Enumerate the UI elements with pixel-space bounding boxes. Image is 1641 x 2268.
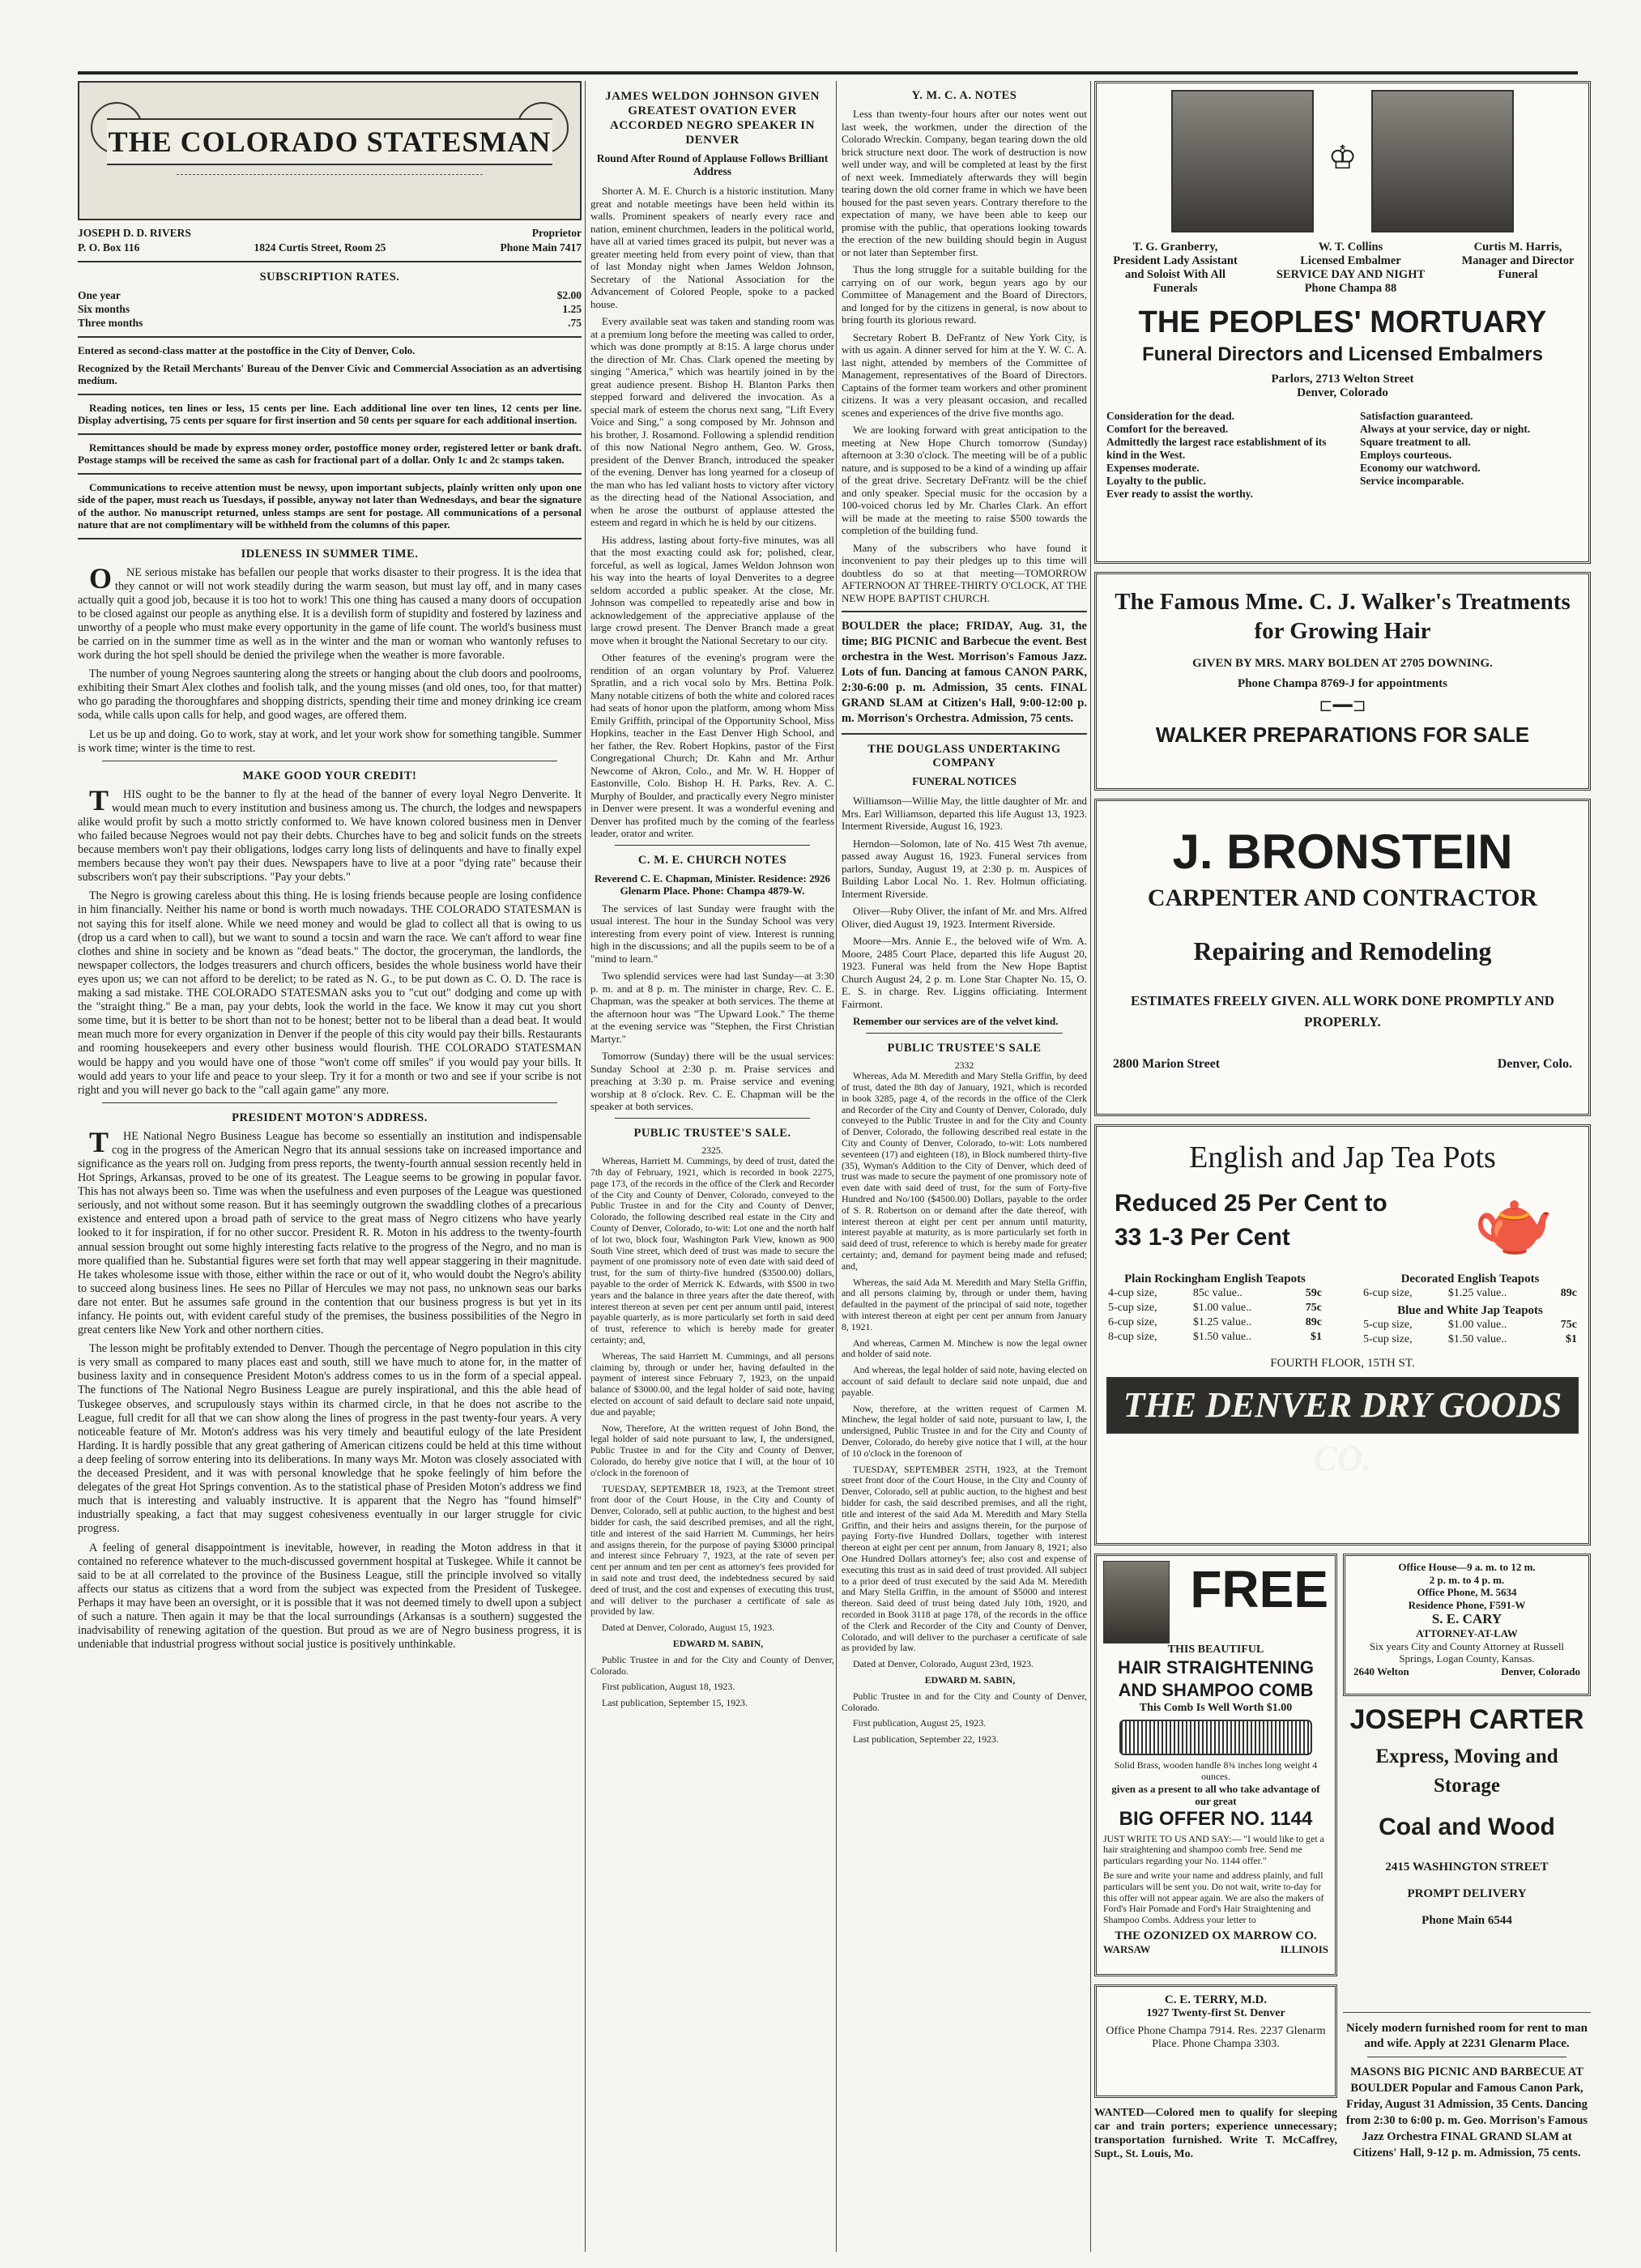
mortuary-list-right	[1360, 410, 1579, 488]
publisher-line	[78, 227, 582, 240]
rate-label: One year	[78, 289, 121, 301]
cary-address-right: Denver, Colorado	[1501, 1665, 1580, 1678]
price-now: 75c	[1560, 1319, 1577, 1331]
trustee1-title: PUBLIC TRUSTEE'S SALE.	[633, 1126, 791, 1140]
price-row	[1362, 1318, 1579, 1332]
rockingham-heading: Plain Rockingham English Teapots	[1124, 1273, 1306, 1285]
idleness-title: IDLENESS IN SUMMER TIME.	[241, 547, 419, 561]
funeral-notice: Oliver—Ruby Oliver, the infant of Mr. and Mrs. Alfred Oliver, died August 19, 1923. Interment Riverside.	[842, 905, 1087, 930]
phone: Phone Main 7417	[500, 241, 582, 254]
terry-name: C. E. TERRY, M.D.	[1164, 1993, 1268, 2006]
cary-hours2: 2 p. m. to 4 p. m.	[1429, 1573, 1505, 1586]
comb-city-left: WARSAW	[1103, 1942, 1151, 1955]
johnson-title: JAMES WELDON JOHNSON GIVEN GREATEST OVATION EVER ACCORDED NEGRO SPEAKER IN DENVER	[605, 90, 820, 147]
moton-p2: The lesson might be profitably extended to Denver. Though the percentage of Negro population in this city is very small as compared to many places east and south, still we have much to atone for, in the matter of business laxity and in consequence President Moton's address comes to us in the form of a special appeal. The functions of The National Negro Business League are purely inspirational, and this the able head of Tuskegee observes, and scrupulously stays within its charmed circle, in that he does not ascribe to the League, full credit for all that we can show along the lines of progress in the past twenty-four years. A very noticeable feature of Mr. Moton's address was his very timely and beautiful eulogy of the late President Harding. It is hardly possible that any great gathering of American citizens could be held at this time without a deep feeling of sorrow entering into its deliberations. In many ways Mr. Moton was closely associated with the deceased President, and it was with personal knowledge that he spoke feelingly of him before the delegates of the great Hot Springs convention. As to the statistical phase of Presiden Moton's address we find much that is interesting and valuably instructive. It is apparent that the Negro has "found himself" industrially speaking, a fact that may suggest cohesiveness eventually in our larger struggle for civic progress.	[78, 1342, 582, 1536]
price-was: $1.50 value..	[1447, 1333, 1507, 1345]
funeral-notice: Herndon—Solomon, late of No. 415 West 7th avenue, passed away August 16, 1923. Funeral services from parlors, Sunday, August 19, at 2:30 p. m. Auspices of Building Labor Local No. 1. Rev. Holmun officiating. Interment Riverside.	[842, 837, 1087, 900]
rate-label: Six months	[78, 303, 130, 315]
cary-name: S. E. CARY	[1431, 1611, 1502, 1626]
masthead-title: THE COLORADO STATESMAN	[107, 118, 552, 165]
cary-address-left: 2640 Welton	[1353, 1665, 1409, 1678]
masthead	[78, 81, 582, 220]
credit-p1: THIS ought to be the banner to fly at the head of the banner of every loyal Negro Denverite. It would mean much to every institution and business among us. The church, the lodges and newspapers alike would profit by such a motto strictly conformed to. We have known colored business men in Denver who failed because Negroes would not pay their debts. Churches have to beg and solicit funds on the streets because members won't pay their obligations, lodges carry long lists of delinquents and have to finally expel members because they won't pay their dues. Newspapers have to live at a poor "dying rate" because their subscribers won't pay their subscriptions. "Pay your debts."	[78, 783, 582, 885]
trustee2-title: PUBLIC TRUSTEE'S SALE	[887, 1041, 1042, 1055]
list-item: Satisfaction guaranteed.	[1360, 410, 1473, 422]
price-was: $1.50 value..	[1192, 1331, 1252, 1343]
walker-given: GIVEN BY MRS. MARY BOLDEN AT 2705 DOWNING.	[1192, 657, 1493, 670]
funeral-notice: Moore—Mrs. Annie E., the beloved wife of Wm. A. Moore, 2485 Court Place, departed this life August 20, 1923. Funeral was held from the New Hope Baptist Church August 24, 2 p. m. Lone Star Chapter No. 15, O. E. S. in charge. Rev. Liggins officiating. Interment Fairmont.	[842, 935, 1087, 1010]
cme-p1: The services of last Sunday were fraught with the usual interest. The hour in the Sunday School was very interesting from every point of view. Interest is running high in the discussions; and all the pupils seem to be of a "mind to learn."	[590, 902, 834, 965]
remittance-notice: Remittances should be made by express money order, postoffice money order, registered letter or bank draft. Postage stamps will be received the same as cash for fractional part of a dollar. Only 1c and 2c stamps taken.	[78, 441, 582, 466]
publisher-name: JOSEPH D. D. RIVERS	[78, 227, 191, 239]
mortuary-parlors: Parlors, 2713 Welton Street	[1271, 373, 1414, 386]
harris-role: Manager and Director Funeral	[1461, 254, 1575, 281]
trustee2-p3: And whereas, Carmen M. Minchew is now the legal owner and holder of said note.	[842, 1336, 1087, 1360]
divider	[78, 473, 582, 475]
list-item: Always at your service, day or night.	[1360, 423, 1531, 435]
cary-desc: Six years City and County Attorney at Russell Springs, Logan County, Kansas.	[1369, 1639, 1565, 1665]
price-size: 5-cup size,	[1363, 1333, 1413, 1345]
cme-minister: Reverend C. E. Chapman, Minister. Residence: 2926 Glenarm Place. Phone: Champa 4879-W.	[594, 872, 831, 897]
cme-title: C. M. E. CHURCH NOTES	[637, 853, 787, 867]
divider	[78, 261, 582, 262]
trustee2-p5: Now, therefore, at the written request of Carmen M. Minchew, the legal holder of said note, pursuant to law, I, the undersigned, Public Trustee in and for the City and County of Denver, Colorado, do hereby give notice that I will, at the hour of 10 o'clock in the forenoon of	[842, 1402, 1087, 1459]
price-now: $1	[1311, 1331, 1322, 1343]
rates-list	[78, 289, 582, 330]
harris-name: Curtis M. Harris,	[1473, 241, 1562, 254]
cme-p3: Tomorrow (Sunday) there will be the usual services: Sunday School at 2:30 p. m. Praise services and preaching at 3:30 p. m. Praise service and evening worship at 8 o'clock. Rev. C. E. Chapman will be the speaker at both services.	[590, 1050, 834, 1112]
ymca-p1: Less than twenty-four hours after our notes went out last week, the workmen, under the direction of the Colorado Wreckin. Company, began tearing down the old brick structure next door. The work of destruction is now well under way, and will be completed at least by the first of next week. Immediately afterwards they will begin tearing down the old corner frame in which we have been housed for the past seven years. Contrary therefore to the expectation of many, we have been able to keep our promise with the public, that operations looking towards the erection of the new building should begin in August or not later than September first.	[842, 108, 1087, 258]
trustee1-first-pub: First publication, August 18, 1923.	[602, 1681, 735, 1693]
list-item: Square treatment to all.	[1360, 436, 1471, 448]
bronstein-city: Denver, Colo.	[1497, 1057, 1572, 1071]
johnson-p1: Shorter A. M. E. Church is a historic institution. Many great and notable meetings have been held within its walls. Prominent speakers of nearly every race and nation, eminent churchmen, leaders in the political world, have all at varied times graced its pulpit, but never was a greater meeting held from every point of view, than that of last Monday night when James Weldon Johnson, Secretary of the National Association for the Advancement of Colored People, spoke to a packed house.	[590, 185, 834, 310]
cary-hours1: Office House—9 a. m. to 12 m.	[1398, 1561, 1536, 1573]
price-was: 85c value..	[1192, 1287, 1242, 1299]
divider	[78, 336, 582, 338]
johnson-p2: Every available seat was taken and standing room was at a premium long before the meeting was called to order, which was done promptly at 8:15. A large chorus under the direction of Mr. Chas. Clark opened the meeting by singing "America," which was heartily joined in by the great audience present. Bishop H. Blanton Parks then stepped forward and delivered the invocation. As a special mark of esteem the chorus next sang, "Lift Every Voice and Sing," a song composed by Mr. Johnson and his brother, J. Rosamond. Following a splendid rendition of this now National Negro anthem, Geo. W. Gross, president of the Denver Branch, introduced the speaker of the evening. Denver has long yearned for a closeup of the man who has led valiant hosts to victory after victory as the directing head of the National Association, and when he arose the outburst of applause attested the esteem and regard in which he is held by our citizens.	[590, 315, 834, 528]
trustee1-last-pub: Last publication, September 15, 1923.	[602, 1697, 748, 1709]
trustee1-p2: Whereas, The said Harriett M. Cummings, and all persons claiming by, through or under her, having defaulted in the payment of interest since February 7, 1923, on the unpaid balance of $3000.00, and the legal holder of said note, having elected on account of said default to declare said note unpaid, due and payable;	[590, 1349, 834, 1418]
list-item: Ever ready to assist the worthy.	[1106, 488, 1253, 500]
ymca-p2: Thus the long struggle for a suitable building for the carrying on of our work, begun years ago by our Committee of Management and the Board of Directors, and longed for by the citizens in general, is now about to bring fourth its glorious reward.	[842, 263, 1087, 326]
comb-offer: BIG OFFER NO. 1144	[1119, 1807, 1313, 1830]
ad-comb	[1094, 1554, 1337, 1976]
ymca-p4: We are looking forward with great anticipation to the meeting at New Hope Church tomorrow (Sunday) afternoon at 3:30 o'clock. The meeting will be of a public nature, and is supposed to be a kind of a winding up affair of the great drive. Secretary DeFrantz will be the chief and only speaker. Special music for the occasion by a 100-voiced chorus led by Mr. Charles Clark. An effort will be made at the meeting to raise $500 towards the completion of the building fund.	[842, 424, 1087, 536]
comb-beautiful: THIS BEAUTIFUL	[1167, 1643, 1264, 1656]
trustee1-p1: Whereas, Harriett M. Cummings, by deed of trust, dated the 7th day of February, 1921, which is recorded in book 2275, page 173, of the records in the office of the Clerk and Recorder of the City and County of Denver, Colorado, conveyed to the Public Trustee in and for the City and County of Denver, Colorado, the following described real estate in the City and County of Denver, Colorado, to-wit: Lot one and the north half of lot two, block four, Washington Park View, known as 900 South Vine street, which deed of trust was made to secure the payment of one promissory note of even date with said deed of trust, for the sum of thirty-five hundred ($3500.00) dollars, payable to the order of Merrick K. Edwards, with $500 in two years and the balance in three years after the date thereof, with interest thereon at seven per cent per annum until paid, interest payable quarterly, as is more particularly set forth in said deed of trust, reference to which is hereby made for greater certainty; and,	[590, 1155, 834, 1346]
furnished-notice: Nicely modern furnished room for rent to man and wife. Apply at 2231 Glenarm Place.	[1346, 2022, 1588, 2050]
trustee2-number: 2332	[954, 1059, 974, 1071]
recognized-notice: Recognized by the Retail Merchants' Bureau of the Denver Civic and Commercial Association as an advertising medium.	[78, 361, 582, 386]
list-item: Admittedly the largest race establishment of its kind in the West.	[1106, 436, 1327, 461]
rate-row	[78, 317, 582, 330]
trustee2-dated: Dated at Denver, Colorado, August 23rd, 1923.	[853, 1658, 1034, 1670]
carter-line2: Coal and Wood	[1379, 1814, 1555, 1840]
price-was: $1.00 value..	[1447, 1319, 1507, 1331]
price-row	[1106, 1301, 1323, 1315]
list-item: Expenses moderate.	[1106, 462, 1200, 474]
rockingham-prices	[1106, 1286, 1323, 1345]
granberry-role: President Lady Assistant and Soloist With All Funerals	[1113, 254, 1238, 295]
ad-terry	[1094, 1985, 1337, 2098]
bronstein-trade: CARPENTER AND CONTRACTOR	[1147, 885, 1538, 911]
mortuary-list-left	[1106, 410, 1341, 501]
price-now: $1	[1566, 1333, 1577, 1345]
divider	[615, 1118, 810, 1119]
boulder-notice: BOULDER the place; FRIDAY, Aug. 31, the time; BIG PICNIC and Barbecue the event. Best orchestra in the West. Morrison's Famous Jazz. Lots of fun. Dancing at famous CANON PARK, 2:30-6:00 p. m. Admission, 35 cents. FINAL GRAND SLAM at Citizen's Hall, 9:00-12:00 p. m. Morrison's Orchestra. Admission, 75 cents.	[842, 620, 1087, 725]
douglass-subtitle: FUNERAL NOTICES	[912, 775, 1017, 787]
carter-address: 2415 WASHINGTON STREET	[1385, 1861, 1549, 1874]
divider	[615, 845, 810, 846]
price-row	[1362, 1286, 1579, 1301]
carter-name: JOSEPH CARTER	[1349, 1704, 1584, 1735]
walker-phone: Phone Champa 8769-J for appointments	[1238, 677, 1447, 690]
list-item: Service incomparable.	[1360, 475, 1464, 487]
teapots-title: English and Jap Tea Pots	[1189, 1140, 1496, 1174]
entered-notice: Entered as second-class matter at the postoffice in the City of Denver, Colo.	[78, 344, 416, 356]
trustee2-p2: Whereas, the said Ada M. Meredith and Mary Stella Griffin, and all persons claiming by, through or under them, having defaulted in the payment of the principal of said note, together with interest thereon at eight per cent per annum from January 8, 1921.	[842, 1276, 1087, 1332]
column-ads	[1090, 81, 1591, 2252]
price-size: 6-cup size,	[1108, 1316, 1157, 1328]
price-was: $1.25 value..	[1192, 1316, 1252, 1328]
cary-res-phone: Residence Phone, F591-W	[1408, 1598, 1526, 1611]
address-line	[78, 241, 582, 254]
price-now: 89c	[1305, 1316, 1322, 1328]
comb-icon	[1119, 1720, 1312, 1755]
bronstein-service: Repairing and Remodeling	[1193, 936, 1492, 966]
denver-dry-goods-logo: THE DENVER DRY GOODS CO.	[1106, 1377, 1579, 1434]
terry-address: 1927 Twenty-first St. Denver	[1146, 2007, 1285, 2019]
rate-price: 1.25	[562, 303, 582, 315]
rate-row	[78, 303, 582, 316]
price-row	[1362, 1332, 1579, 1347]
crown-icon: ♔	[1328, 139, 1358, 176]
price-size: 5-cup size,	[1108, 1302, 1157, 1314]
comb-free: FREE	[1190, 1560, 1328, 1618]
trustee1-signer: EDWARD M. SABIN,	[672, 1637, 764, 1649]
price-now: 75c	[1305, 1302, 1322, 1314]
woman-portrait	[1103, 1561, 1170, 1643]
carter-line1: Express, Moving and Storage	[1375, 1746, 1558, 1797]
price-was: $1.25 value..	[1447, 1287, 1507, 1299]
list-item: Employs courteous.	[1360, 449, 1452, 461]
list-item: Economy our watchword.	[1360, 462, 1481, 474]
publisher-role: Proprietor	[531, 227, 582, 239]
column-notes	[836, 81, 1087, 2252]
cary-title: ATTORNEY-AT-LAW	[1416, 1627, 1518, 1639]
column-news	[585, 81, 834, 2252]
ymca-p3: Secretary Robert B. DeFrantz of New York City, is with us again. A dinner served for him at the Y. W. C. A. last night, attended by members of the Committee of Management, representatives of the Board of Directors. Captains of the former team workers and other prominent citizens. It was a very pleasant occasion, and recalled scenes and experiences of the drive five months ago.	[842, 330, 1087, 419]
moton-p3: A feeling of general disappointment is inevitable, however, in reading the Moton address in that it contained no reference whatever to the much-discussed government hospital at Tuskegee. While it cannot be said to be at all correlated to the province of the Business League, still the principle involved so vitally affects our status as citizens that a word from the subject was expected from the President of Tuskegee. Perhaps it may have been an oversight, or it is possible that it was not deemed timely to dwell upon a subject of such a nature. Then again it may be that the local surroundings (Arkansas is a southern) suggested the inadvisability of renewing agitation of the question. But proud as we are of Negro business progress, it is undeniable that industrial progress without social justice is positively unthinkable.	[78, 1541, 582, 1652]
divider	[842, 611, 1087, 612]
carter-delivery: PROMPT DELIVERY	[1407, 1887, 1527, 1900]
price-size: 4-cup size,	[1108, 1287, 1157, 1299]
idleness-p1: ONE serious mistake has befallen our people that works disaster to their progress. It is the idea that they cannot or will not work steadily during the warm season, but must lay off, and in many cases actually quit a good job, because it is too hot to work! This one thing has caused a many doors of occupation to be closed against our people as anything else. It is a devilish form of stupidity and fostered by laziness and unworthy of a people who must make every opportunity in the game of life count. The world's business must be carried on in the summer time as well as in the winter and the man or woman who wantonly refuses to work during the hot spell should be denied the privilege when the weather is more favorable.	[78, 561, 582, 663]
top-rule	[78, 71, 1578, 75]
comb-given: given as a present to all who take advantage of our great	[1111, 1782, 1320, 1808]
douglass-title: THE DOUGLASS UNDERTAKING COMPANY	[867, 743, 1061, 770]
teapots-reduced: Reduced 25 Per Cent to 33 1-3 Per Cent	[1115, 1190, 1387, 1251]
price-was: $1.00 value..	[1192, 1302, 1252, 1314]
portrait-harris	[1371, 90, 1514, 232]
trustee2-p1: Whereas, Ada M. Meredith and Mary Stella Griffin, by deed of trust, dated the 8th day of January, 1921, which is recorded in book 3285, page 4, of the records in the office of the Clerk and Recorder of the City and County of Denver, Colorado, duly conveyed to the Public Trustee in and for the City and County of Denver, Colorado, the following described real estate in the City and County of Denver, Colorado, to-wit: Lots numbered seventeen (17) and eighteen (18), in Block numbered thirty-five (35), Wyman's Addition to the City of Denver, which deed of trust was made to secure the payment of one promissory note of even date with said deed of trust, for the sum of Forty-five Hundred and No/100 ($4500.00) Dollars, payable to the order of S. R. Robertson on or demand after the date thereof, with interest thereon at eight per cent per annum until maturity, interest payable at maturity, as is more particularly set forth in said deed of trust, reference to which is hereby made for greater certainty; and, demand for payment being made and refused; and,	[842, 1070, 1087, 1272]
mortuary-service: SERVICE DAY AND NIGHT	[1276, 268, 1426, 281]
trustee2-first-pub: First publication, August 25, 1923.	[853, 1717, 987, 1729]
ad-denver-dry-goods	[1094, 1124, 1591, 1545]
price-now: 59c	[1305, 1287, 1322, 1299]
trustee1-p3: Now, Therefore, At the written request of John Bond, the legal holder of said note pursuant to law, I, the undersigned, Public Trustee in and for the City and County of Denver, Colorado, do hereby give notice that I will, at the hour of 10 o'clock in the forenoon of	[590, 1422, 834, 1478]
jap-heading: Blue and White Jap Teapots	[1397, 1304, 1543, 1317]
masthead-scene	[177, 174, 483, 212]
reading-notice: Reading notices, ten lines or less, 15 cents per line. Each additional line over ten lines, 12 cents per line. Display advertising, 75 cents per square for first insertion and 50 cents per square for each additional insertion.	[78, 401, 582, 426]
mortuary-title: THE PEOPLES' MORTUARY	[1138, 305, 1547, 339]
carter-phone: Phone Main 6544	[1421, 1914, 1512, 1927]
trustee1-p4: TUESDAY, SEPTEMBER 18, 1923, at the Tremont street front door of the Court House, in the City and County of Denver, Colorado, sell at public auction, to the highest and best bidder for cash, the said described premises, and all the right, title and interest of the said Harriett M. Cummings, her heirs and assigns therein, for the purpose of paying $3000 principal and interest since February 7, 1923, at the rate of seven per cent per annum and ten per cent as attorney's fees provided for in said note and trust deed, the indebtedness secured by said deed of trust, and the cost and expenses of executing this trust, and will deliver to the purchaser a certificate of sale as provided by law.	[590, 1482, 834, 1618]
trustee2-p6: TUESDAY, SEPTEMBER 25TH, 1923, at the Tremont street front door of the Court House, in the City and County of Denver, Colorado, sell at public auction, to the highest and best bidder for cash, the said described premises, and all the right, title and interest of the said Ada M. Meredith and Mary Stella Griffin, and their heirs and assigns therein, for the purpose of paying Forty-five Hundred Dollars, together with interest thereon at eight per cent per annum, from January 8, 1921; also One Hundred Dollars attorney's fee; also cost and expense of executing this trust as in said deed of trust provided. All subject to a prior deed of trust executed by the said Ada M. Meredith and Mary Stella Griffin, in the amount of $5000 and interest thereon. Said deed of trust being dated July 10th, 1920, and recorded in Book 3118 at page 178, of the records in the office of the Clerk and Recorder of the City and County of Denver, Colorado, and will deliver to the purchaser a certificate of sale as provided by law.	[842, 1463, 1087, 1654]
terry-phones: Office Phone Champa 7914. Res. 2237 Glenarm Place. Phone Champa 3303.	[1106, 2025, 1326, 2050]
divider	[78, 538, 582, 539]
comb-write: JUST WRITE TO US AND SAY:— "I would like to get a hair straightening and shampoo comb free. Send me particulars regarding your No. 1144 offer."	[1103, 1832, 1324, 1867]
divider	[866, 1033, 1063, 1034]
cary-office-phone: Office Phone, M. 5634	[1417, 1586, 1517, 1598]
credit-title: MAKE GOOD YOUR CREDIT!	[242, 769, 417, 782]
comb-company: THE OZONIZED OX MARROW CO.	[1115, 1929, 1317, 1942]
walker-title: The Famous Mme. C. J. Walker's Treatments for Growing Hair	[1115, 589, 1571, 644]
bronstein-address: 2800 Marion Street	[1113, 1057, 1221, 1071]
street-address: 1824 Curtis Street, Room 25	[254, 241, 386, 254]
trustee2-p4: And whereas, the legal holder of said note, having elected on account of said default to declare said note unpaid, due and payable.	[842, 1364, 1087, 1398]
mortuary-city: Denver, Colorado	[1297, 386, 1388, 399]
price-now: 89c	[1560, 1287, 1577, 1299]
ad-bronstein	[1094, 799, 1591, 1116]
rate-price: $2.00	[556, 289, 582, 301]
portrait-granberry	[1171, 90, 1314, 232]
ad-cary	[1343, 1554, 1591, 1696]
decorated-prices	[1362, 1286, 1579, 1301]
ornament-icon: ⊏━━⊐	[1319, 697, 1366, 715]
mortuary-phone: Phone Champa 88	[1304, 282, 1397, 295]
ymca-title: Y. M. C. A. NOTES	[911, 89, 1017, 102]
walker-sale: WALKER PREPARATIONS FOR SALE	[1155, 723, 1530, 747]
collins-role: Licensed Embalmer	[1300, 254, 1401, 267]
column-editorial	[78, 81, 582, 2252]
trustee2-last-pub: Last publication, September 22, 1923.	[853, 1733, 999, 1746]
granberry-name: T. G. Granberry,	[1132, 241, 1218, 254]
trustee1-dated: Dated at Denver, Colorado, August 15, 1923.	[602, 1622, 775, 1634]
price-size: 8-cup size,	[1108, 1331, 1157, 1343]
price-row	[1106, 1286, 1323, 1301]
funeral-notice: Williamson—Willie May, the little daughter of Mr. and Mrs. Earl Williamson, departed this life August 13, 1923. Interment Riverside, August 16, 1923.	[842, 795, 1087, 832]
divider	[102, 1102, 557, 1103]
list-item: Consideration for the dead.	[1106, 410, 1235, 422]
moton-p1: THE National Negro Business League has become so essentially an institution and indispensable cog in the progress of the American Negro that its annual sessions take on increased importance and significance as the years roll on. Judging from press reports, the twenty-fourth annual session recently held in Hot Springs, Arkansas, proved to be one of its greatest. The League seems to be growing in popular favor. This has not always been so. Time was when the usefulness and even purposes of the League was questioned seriously, and not without some reason. But it has seemingly outgrown the swaddling clothes of a precarious existence and entered upon a broad path of service to the great mass of Negro citizens who have yearly looked to it for inspiration, if for no other succor. President R. R. Moton in his address to the twenty-fourth annual session brought out some highly interesting facts relative to the progress of the Negro, and no man is more qualified than he. Substantial figures were set forth that may well appear staggering in their magnitude. He takes wholesome issue with those, either within the race or out of it, who would doubt the Negro's ability to succeed along business lines. He sees no Pillar of Hercules we may not pass, no unknown seas our barks dare not enter. But he assumes safe ground in the contention that our business progress is but yet in its infancy. He points out, with evident careful study of the premises, the business possibilities of the Negro in great centers like New York and other northern cities.	[78, 1125, 582, 1337]
masons-notice: MASONS BIG PICNIC AND BARBECUE AT BOULDER Popular and Famous Canon Park, Friday, August 31 Admission, 35 Cents. Dancing from 2:30 to 6:00 p. m. Geo. Morrison's Famous Jazz Orchestra FINAL GRAND SLAM at Citizens' Hall, 9-12 p. m. Admission, 75 cents.	[1345, 2066, 1588, 2159]
rate-price: .75	[568, 317, 582, 329]
bronstein-estimates: ESTIMATES FREELY GIVEN. ALL WORK DONE PROMPTLY AND PROPERLY.	[1130, 993, 1554, 1030]
moton-title: PRESIDENT MOTON'S ADDRESS.	[232, 1111, 428, 1124]
ad-walker	[1094, 572, 1591, 791]
ad-carter	[1343, 1704, 1591, 2013]
cme-p2: Two splendid services were had last Sunday—at 3:30 p. m. and at 8 p. m. The minister in charge, Rev. C. E. Chapman, was the speaker at both services. The theme at the afternoon hour was "The Upward Look." The theme at the evening service was "Stephen, the First Christian Martyr."	[590, 970, 834, 1045]
communications-notice: Communications to receive attention must be newsy, upon important subjects, plainly written only upon one side of the paper, must reach us Tuesdays, if possible, anyway not later than Wednesdays, and bear the signature of the author. No manuscript returned, unless stamps are sent for postage. All communications of a personal nature that are not complimentary will be withheld from the columns of this paper.	[78, 480, 582, 531]
comb-desc: Solid Brass, wooden handle 8¾ inches long weight 4 ounces.	[1114, 1759, 1318, 1782]
trustee2-signer-role: Public Trustee in and for the City and County of Denver, Colorado.	[842, 1690, 1087, 1713]
johnson-subtitle: Round After Round of Applause Follows Brilliant Address	[596, 152, 829, 177]
trustee2-signer: EDWARD M. SABIN,	[924, 1673, 1016, 1686]
johnson-p4: Other features of the evening's program were the rendition of an organ voluntary by Prof. Valuerez Spratlin, and a rich vocal solo by Mrs. Bettina Polk. Many notable citizens of both the white and colored races had seats of honor upon the platform, among whom Miss Emily Griffith, principal of the Opportunity School, Miss Hopkins, teacher in the East Denver High School, and her father, the Rev. Robert Hopkins, pastor of the First Congregational Church; Dr. Kahn and Mr. Arthur Newcome of Akron, Colo., and Mr. W. H. Hopper of Eastonville, Colo. Bishop H. H. Parks, Rev. A. C. Murphy of Boulder, and practically every Negro minister in Denver were present. It was a wonderful evening and Denver has profited much by the coming of the fearless leader, orator and writer.	[590, 651, 834, 839]
jap-prices	[1362, 1318, 1579, 1347]
price-size: 6-cup size,	[1363, 1287, 1413, 1299]
decorated-heading: Decorated English Teapots	[1400, 1273, 1540, 1285]
idleness-p3: Let us be up and doing. Go to work, stay at work, and let your work show for something tangible. Summer is work time; winter is the time to rest.	[78, 727, 582, 755]
teapot-icon: 🫖	[1473, 1187, 1554, 1259]
rate-row	[78, 289, 582, 302]
divider	[78, 433, 582, 435]
po-box: P. O. Box 116	[78, 241, 140, 254]
trustee1-number: 2325.	[701, 1144, 723, 1156]
bronstein-name: J. BRONSTEIN	[1172, 825, 1513, 879]
list-item: Loyalty to the public.	[1106, 475, 1207, 487]
wanted-notice: WANTED—Colored men to qualify for sleeping car and train porters; experience unnecessary; transportation furnished. Write T. McCaffrey, Supt., St. Louis, Mo.	[1094, 2107, 1337, 2160]
mortuary-subtitle: Funeral Directors and Licensed Embalmers	[1142, 343, 1543, 365]
johnson-p3: His address, lasting about forty-five minutes, was all that the most exacting could ask for; polished, clear, forceful, as well as logical, James Weldon Johnson won his way into the hearts of loyal Denverites to a degree seldom accorded a public speaker. At the close, Mr. Johnson was compelled to repeatedly arise and bow in acknowledgement of the appreciative applause of the large crowd present. The Denver Branch made a great move when it brought the National Secretary to our city.	[590, 533, 834, 646]
list-item: Comfort for the bereaved.	[1106, 423, 1229, 435]
trustee1-signer-role: Public Trustee in and for the City and County of Denver, Colorado.	[590, 1653, 834, 1677]
divider	[842, 733, 1087, 735]
ad-peoples-mortuary	[1094, 81, 1591, 564]
douglass-closing: Remember our services are of the velvet kind.	[853, 1015, 1059, 1027]
comb-worth: This Comb Is Well Worth $1.00	[1139, 1702, 1293, 1714]
price-row	[1106, 1315, 1323, 1330]
subscription-title: SUBSCRIPTION RATES.	[259, 271, 400, 284]
credit-p2: The Negro is growing careless about this thing. He is losing friends because people are losing confidence in him financially. Neither his name or bond is worth much nowadays. THE COLORADO STATESMAN is not saying this for itself alone. While we need money and would be glad to collect all that is owing to us (drop us a card when to call), but we want to sound a tocsin and warn the race. We can't afford to wear fine clothes and shine in society and be known as "dead beats." The doctor, the groceryman, the landlords, the newspaper collectors, the lodges treasurers and church officers, besides the whole business world have their eyes upon us; we can not afford to be derelict; to be rated as N. G., to be put down as C. O. D. The race is making a sad mistake. THE COLORADO STATESMAN asks you to "cut out" dodging and come up with the "straight thing." Be a man, pay your debts, look the world in the face. We know it may cut you short some time, but it is better to be short than not to be honest; better not to be liberal than a dead beat. It would mean much more for every organization in Denver if the people of this city would pay their bills. Restaurants and rooming housekeepers and every other business would flourish. THE COLORADO STATESMAN would be happy and you would have one of those "won't come off smiles" if you would pay your bills. It would add years to your life and peace to your sleep. Try it for a month or two and see if your scribe is not right and you will never go back to the "call again game" any more.	[78, 889, 582, 1097]
comb-city-right: ILLINOIS	[1280, 1942, 1328, 1955]
divider	[78, 394, 582, 395]
teapots-floor: FOURTH FLOOR, 15TH ST.	[1270, 1357, 1415, 1370]
price-size: 5-cup size,	[1363, 1319, 1413, 1331]
price-row	[1106, 1330, 1323, 1345]
collins-name: W. T. Collins	[1318, 241, 1383, 254]
ymca-p5: Many of the subscribers who have found it inconvenient to pay their pledges up to this time will doubtless do so at that meeting—TOMORROW AFTERNOON AT THREE-THIRTY O'CLOCK, AT THE NEW HOPE BAPTIST CHURCH.	[842, 541, 1087, 604]
comb-product: HAIR STRAIGHTENING AND SHAMPOO COMB	[1118, 1657, 1314, 1700]
rate-label: Three months	[78, 317, 143, 329]
idleness-p2: The number of young Negroes sauntering along the streets or hanging about the club doors and poolrooms, exhibiting their Smart Alex clothes and foolish talk, and the young misses (and old ones, too, for that matter) who go parading the thoroughfares and shopping districts, spending their time and money drinking ice cream soda, while calls upon calls for help, and good wages, are offered them.	[78, 667, 582, 723]
comb-body: Be sure and write your name and address plainly, and full particulars will be sent you. Do not wait, write to-day for this offer will not appear again. We are also the makers of Ford's Hair Pomade and Ford's Hair Straightening and Shampoo Combs. Address your letter to	[1103, 1869, 1324, 1926]
